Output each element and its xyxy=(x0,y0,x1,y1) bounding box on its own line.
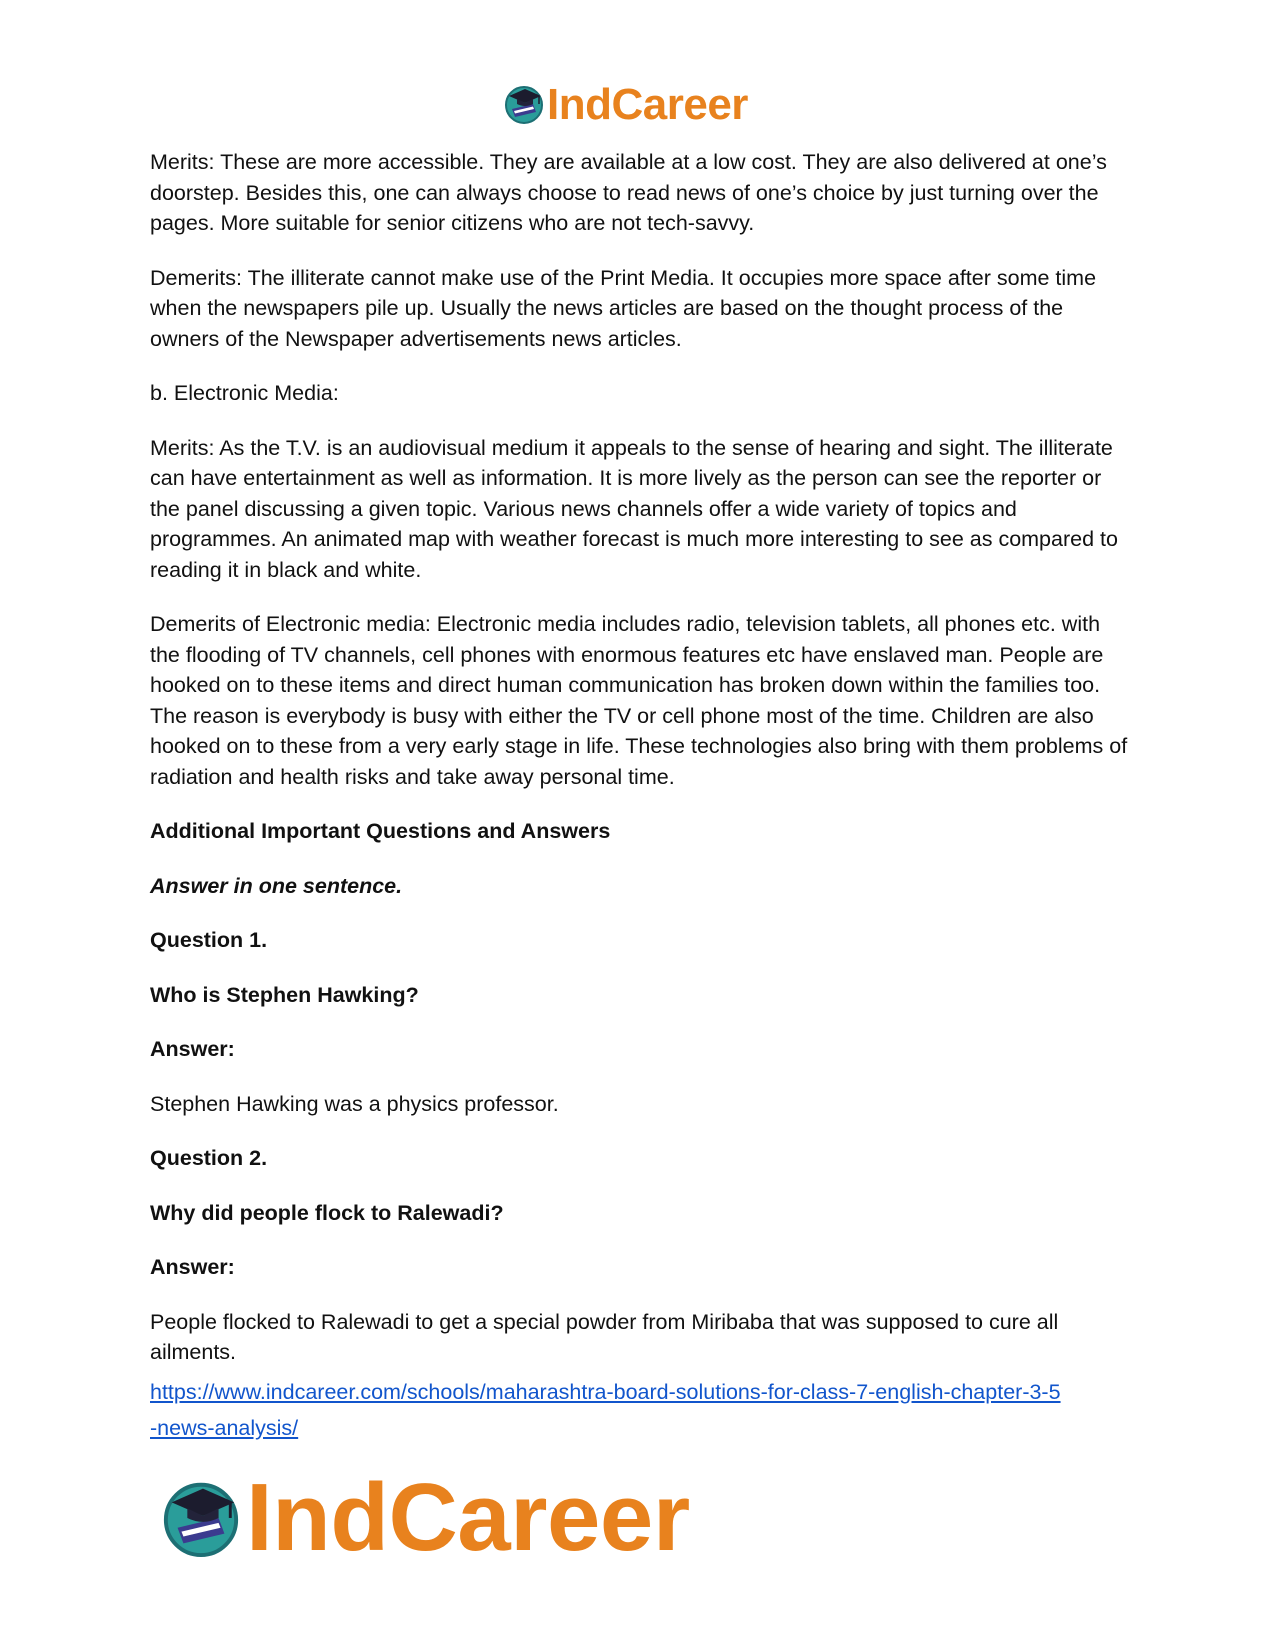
answer-1-label: Answer: xyxy=(150,1037,235,1061)
footer-logo xyxy=(160,1464,690,1571)
answer-1-text: Stephen Hawking was a physics professor. xyxy=(150,1091,559,1116)
paragraph-print-merits: Merits: These are more accessible. They are available at a low cost. They are also delivered at one’s doorstep. Besides this, one can always choose to read news of one’s choice by just turning over the pages. More suitable for senior citizens who are not tech-savvy. xyxy=(150,150,1107,235)
document-body xyxy=(150,147,1130,1446)
question-1-text: Who is Stephen Hawking? xyxy=(150,982,419,1007)
paragraph-electronic-demerits: Demerits of Electronic media: Electronic media includes radio, television tablets, all phones etc. with the flooding of TV channels, cell phones with enormous features etc have enslaved man. People are hooked on to these items and direct human communication has broken down within the families too. The reason is everybody is busy with either the TV or cell phone most of the time. Children are also hooked on to these from a very early stage in life. These technologies also bring with them problems of radiation and health risks and take away personal time. xyxy=(150,612,1128,789)
paragraph-electronic-merits: Merits: As the T.V. is an audiovisual medium it appeals to the sense of hearing and sight. The illiterate can have entertainment as well as information. It is more lively as the person can see the reporter or the panel discussing a given topic. Various news channels offer a wide variety of topics and programmes. An animated map with weather forecast is much more interesting to see as compared to reading it in black and white. xyxy=(150,435,1118,582)
footer-logo-text: IndCareer xyxy=(246,1464,690,1571)
section-heading: Additional Important Questions and Answers xyxy=(150,819,611,843)
source-link-line-1[interactable]: https://www.indcareer.com/schools/maharashtra-board-solutions-for-class-7-english-chapter-3-5 xyxy=(150,1379,1061,1404)
graduation-cap-book-globe-icon xyxy=(503,82,545,129)
paragraph-print-demerits: Demerits: The illiterate cannot make use of the Print Media. It occupies more space after some time when the newspapers pile up. Usually the news articles are based on the thought process of the owners of the Newspaper advertisements news articles. xyxy=(150,265,1097,351)
header-logo xyxy=(503,80,748,130)
logo-text: IndCareer xyxy=(547,80,748,129)
source-link-line-2[interactable]: -news-analysis/ xyxy=(150,1415,299,1440)
instruction-text: Answer in one sentence. xyxy=(150,873,403,898)
graduation-cap-book-globe-icon xyxy=(160,1475,242,1562)
answer-2-text: People flocked to Ralewadi to get a special powder from Miribaba that was supposed to cure all ailments. xyxy=(150,1309,1059,1364)
question-2-text: Why did people flock to Ralewadi? xyxy=(150,1200,504,1225)
answer-2-label: Answer: xyxy=(150,1255,235,1279)
question-1-label: Question 1. xyxy=(150,928,268,952)
subheading-electronic-media: b. Electronic Media: xyxy=(150,381,339,405)
source-link[interactable] xyxy=(150,1374,1130,1446)
question-2-label: Question 2. xyxy=(150,1146,268,1170)
